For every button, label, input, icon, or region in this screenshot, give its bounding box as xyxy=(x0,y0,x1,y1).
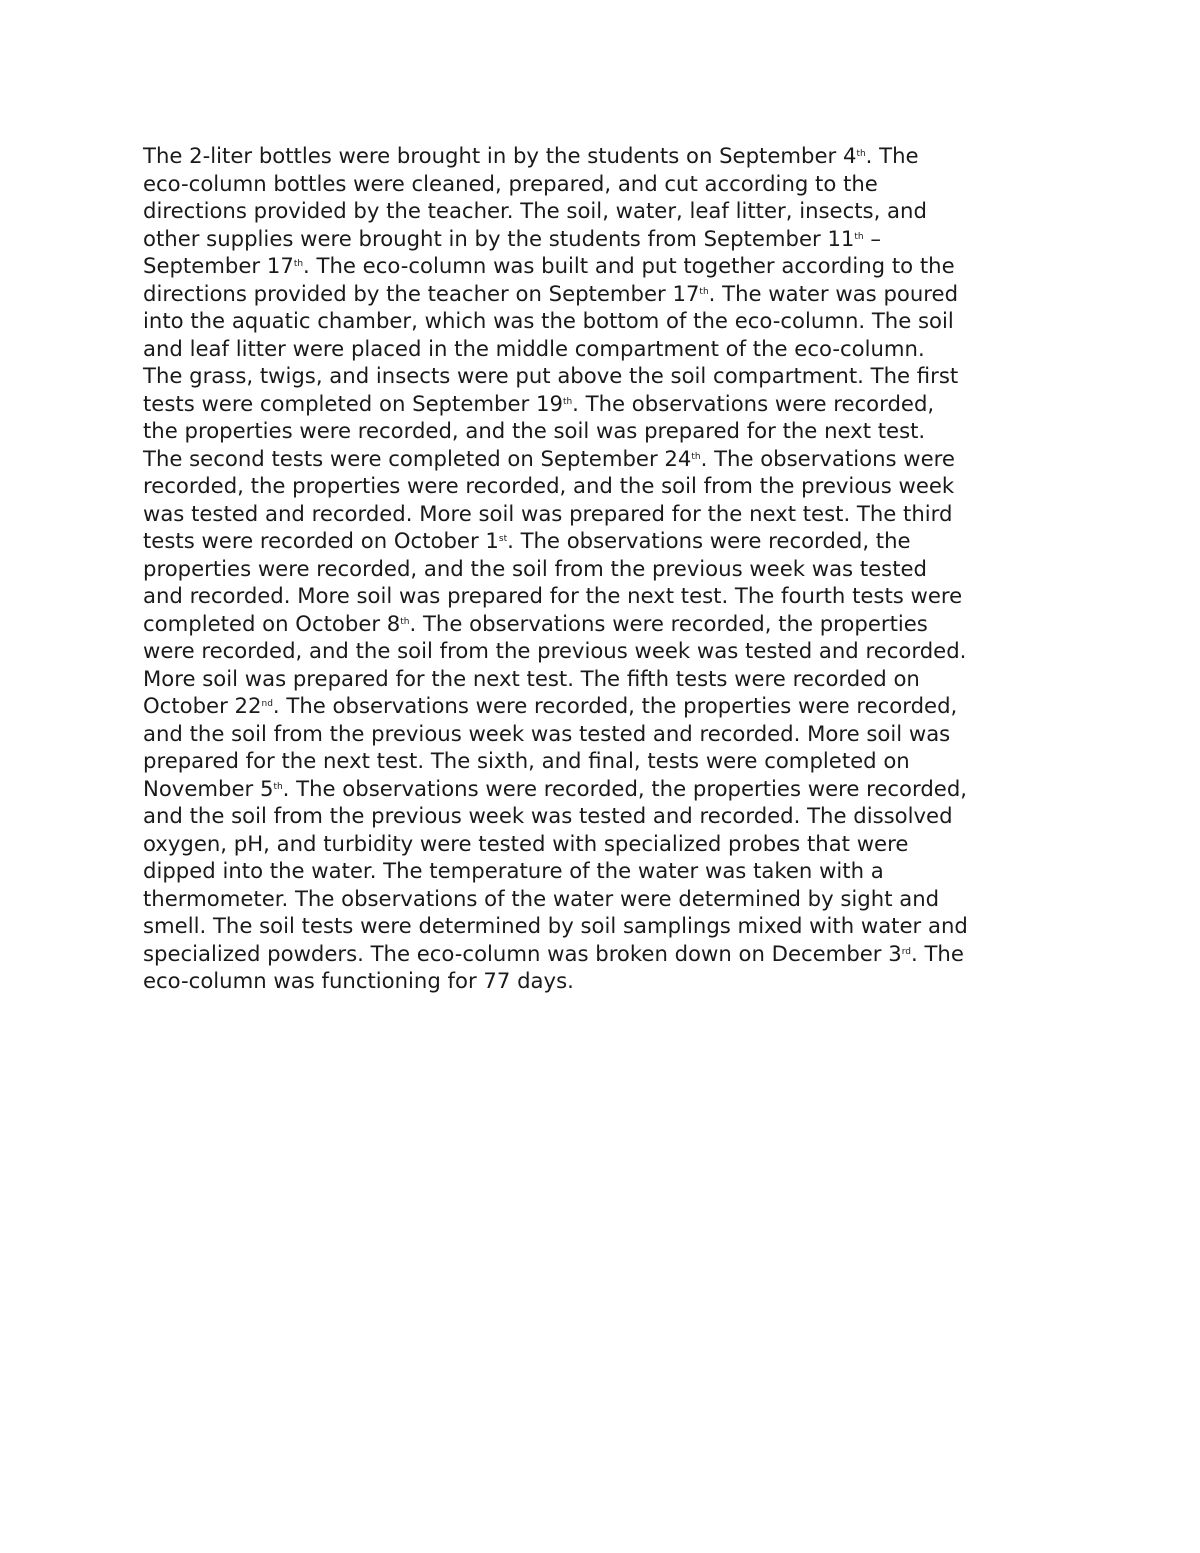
text-span: and the soil from the previous week was tested and recorded. More soil was xyxy=(143,720,951,746)
text-line xyxy=(143,252,968,280)
text-span: prepared for the next test. The sixth, and final, tests were completed on xyxy=(143,748,910,773)
text-line xyxy=(143,170,968,198)
text-line xyxy=(143,307,968,335)
text-line xyxy=(143,747,968,775)
text-span: . The observations were recorded, the properties were recorded, xyxy=(272,693,958,718)
text-span: and the soil from the previous week was tested and recorded. The dissolved xyxy=(143,803,953,828)
text-span: smell. The soil tests were determined by soil samplings mixed with water and xyxy=(143,913,968,938)
document-paragraph xyxy=(143,142,968,995)
text-span: directions provided by the teacher. The soil, water, leaf litter, insects, and xyxy=(143,198,927,223)
text-span: directions provided by the teacher on September 17 xyxy=(143,280,700,306)
text-span: tests were completed on September 19 xyxy=(143,390,563,416)
text-span: completed on October 8 xyxy=(143,610,401,636)
text-span: oxygen, pH, and turbidity were tested with specialized probes that were xyxy=(143,830,909,856)
text-line xyxy=(143,912,968,940)
text-span: properties were recorded, and the soil from the previous week was tested xyxy=(143,555,928,581)
text-span: the properties were recorded, and the soil was prepared for the next test. xyxy=(143,418,926,443)
text-span: . The xyxy=(865,143,919,168)
text-span: recorded, the properties were recorded, and the soil from the previous week xyxy=(143,473,955,498)
text-span: . The observations were recorded, the properties were recorded, xyxy=(282,775,968,801)
text-line xyxy=(143,610,968,638)
text-line xyxy=(143,637,968,665)
text-span: The 2-liter bottles were brought in by the students on September 4 xyxy=(143,143,857,168)
text-line xyxy=(143,802,968,830)
superscript: th xyxy=(854,231,864,242)
text-span: . The observations were recorded, the properties xyxy=(409,610,928,636)
text-line xyxy=(143,665,968,693)
text-line xyxy=(143,967,968,995)
text-line xyxy=(143,692,968,720)
text-line xyxy=(143,555,968,583)
text-span: eco-column was functioning for 77 days. xyxy=(143,968,574,993)
text-span: . The observations were xyxy=(700,445,955,471)
text-line xyxy=(143,500,968,528)
text-span: and leaf litter were placed in the middle compartment of the eco-column. xyxy=(143,335,925,361)
text-span: . The water was poured xyxy=(708,280,959,306)
text-span: tests were recorded on October 1 xyxy=(143,528,499,553)
superscript: th xyxy=(400,616,410,627)
text-line xyxy=(143,472,968,500)
text-line xyxy=(143,885,968,913)
text-span: and recorded. More soil was prepared for the next test. The fourth tests were xyxy=(143,583,963,608)
text-span: More soil was prepared for the next test. The fifth tests were recorded on xyxy=(143,665,920,691)
text-line xyxy=(143,582,968,610)
text-line xyxy=(143,225,968,253)
text-span: – xyxy=(863,225,881,251)
superscript: rd xyxy=(901,946,911,957)
superscript: th xyxy=(856,149,866,159)
text-line xyxy=(143,362,968,390)
text-line xyxy=(143,335,968,363)
superscript: nd xyxy=(261,699,273,709)
text-line xyxy=(143,830,968,858)
text-span: other supplies were brought in by the students from September 11 xyxy=(143,225,855,251)
text-span: . The observations were recorded, xyxy=(572,390,935,416)
text-span: . The observations were recorded, the xyxy=(507,528,911,553)
text-line xyxy=(143,142,968,170)
superscript: th xyxy=(691,451,701,462)
text-span: The grass, twigs, and insects were put above the soil compartment. The first xyxy=(143,363,959,388)
text-span: October 22 xyxy=(143,693,262,718)
text-span: The second tests were completed on September 24 xyxy=(143,445,692,471)
text-span: was tested and recorded. More soil was prepared for the next test. The third xyxy=(143,500,953,526)
text-span: specialized powders. The eco-column was broken down on December 3 xyxy=(143,940,902,966)
superscript: th xyxy=(273,781,283,792)
text-span: . The eco-column was built and put together according to the xyxy=(303,253,955,278)
superscript: th xyxy=(699,286,709,297)
text-line xyxy=(143,527,968,555)
text-line xyxy=(143,857,968,885)
text-line xyxy=(143,417,968,445)
text-line xyxy=(143,445,968,473)
text-span: thermometer. The observations of the water were determined by sight and xyxy=(143,885,940,911)
text-span: September 17 xyxy=(143,253,294,278)
superscript: th xyxy=(562,396,573,407)
text-line xyxy=(143,280,968,308)
text-line xyxy=(143,775,968,803)
text-line xyxy=(143,940,968,968)
text-line xyxy=(143,390,968,418)
text-span: into the aquatic chamber, which was the bottom of the eco-column. The soil xyxy=(143,308,954,333)
text-line xyxy=(143,197,968,225)
superscript: th xyxy=(293,259,304,269)
text-line xyxy=(143,720,968,748)
text-span: . The xyxy=(911,940,964,966)
superscript: st xyxy=(498,534,508,544)
text-span: were recorded, and the soil from the previous week was tested and recorded. xyxy=(143,638,967,663)
text-span: dipped into the water. The temperature of the water was taken with a xyxy=(143,858,884,883)
text-span: eco-column bottles were cleaned, prepared, and cut according to the xyxy=(143,170,878,196)
text-span: November 5 xyxy=(143,775,274,801)
